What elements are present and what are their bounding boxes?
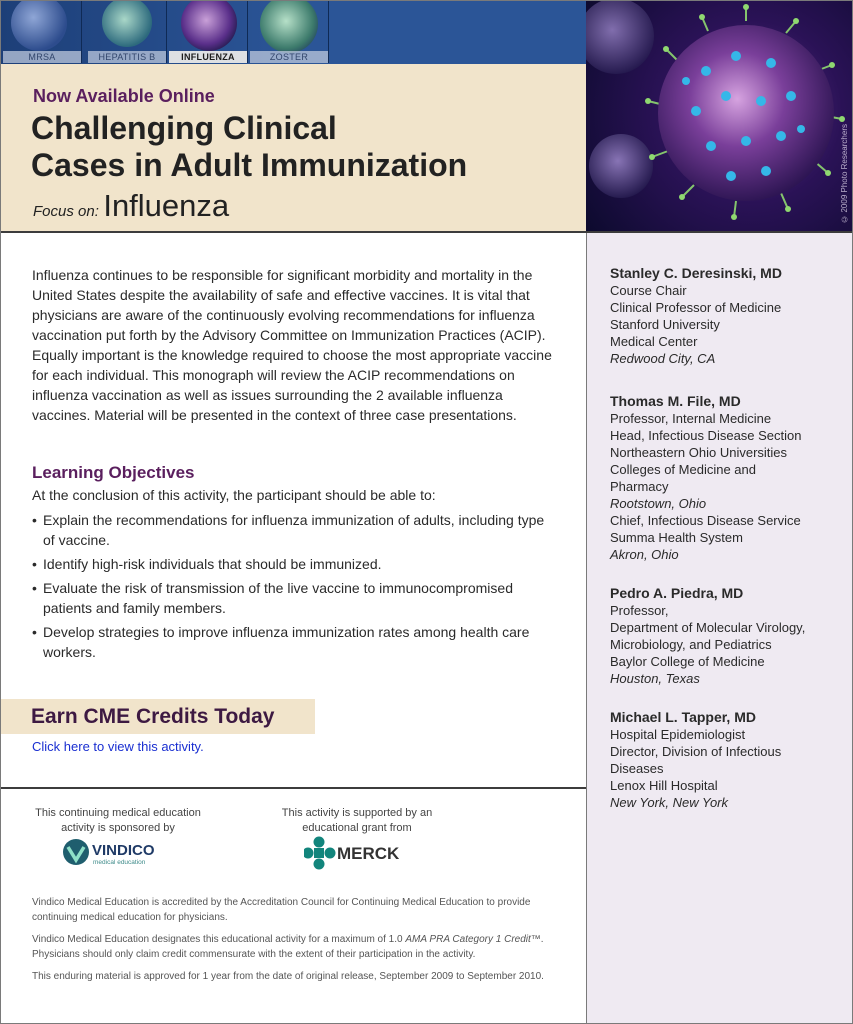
faculty-piedra	[610, 585, 805, 687]
faculty-tapper	[610, 709, 781, 811]
merck-logo	[304, 836, 410, 870]
faculty-line: Diseases	[610, 761, 664, 776]
faculty-line: Lenox Hill Hospital	[610, 778, 718, 793]
learning-objectives-list	[32, 510, 557, 666]
faculty-line: Stanford University	[610, 317, 720, 332]
vindico-tagline: medical education	[93, 859, 146, 866]
faculty-location: Redwood City, CA	[610, 351, 716, 366]
accreditation-text: Vindico Medical Education is accredited by the Accreditation Council for Continuing Medical Education to provide continuing medical education for physicians.	[32, 897, 531, 923]
learning-objectives-heading: Learning Objectives	[32, 463, 195, 482]
tab-label: ZOSTER	[250, 51, 328, 63]
grant-line: This activity is supported by an	[281, 807, 433, 819]
faculty-sidebar	[586, 233, 852, 1023]
faculty-line: Microbiology, and Pediatrics	[610, 637, 772, 652]
image-credit: © 2009 Photo Researchers	[840, 124, 849, 224]
focus-value: Influenza	[103, 188, 230, 223]
objective-text: Identify high-risk individuals that should be immunized.	[43, 556, 382, 572]
sponsor-line: activity is sponsored by	[61, 822, 175, 834]
now-available-label: Now Available Online	[33, 86, 215, 106]
faculty-line: Director, Division of Infectious	[610, 744, 782, 759]
tab-label: HEPATITIS B	[88, 51, 166, 63]
title-line-2: Cases in Adult Immunization	[31, 147, 468, 183]
mrsa-thumb-image	[11, 1, 67, 51]
vindico-logo	[60, 836, 180, 868]
grant-line: educational grant from	[302, 822, 412, 834]
sponsor-text	[28, 806, 208, 836]
list-item	[32, 554, 557, 574]
sponsor-line: This continuing medical education	[35, 807, 201, 819]
bullet-icon: •	[32, 580, 37, 596]
faculty-deresinski	[610, 265, 782, 367]
tab-influenza[interactable]	[169, 1, 248, 63]
designation-text-b: ™. Physicians should only claim credit commensurate with the extent of their participation in the activity.	[32, 934, 544, 960]
faculty-line: Head, Infectious Disease Section	[610, 428, 802, 443]
tab-label: MRSA	[3, 51, 81, 63]
bullet-icon: •	[32, 624, 37, 640]
faculty-line: Northeastern Ohio Universities	[610, 445, 788, 460]
faculty-name: Pedro A. Piedra, MD	[610, 585, 744, 601]
objective-text: Develop strategies to improve influenza immunization rates among health care workers.	[43, 624, 530, 660]
tab-mrsa[interactable]	[3, 1, 82, 63]
faculty-line: Professor, Internal Medicine	[610, 411, 772, 426]
credit-italic: AMA PRA Category 1 Credit	[405, 934, 531, 945]
faculty-location: Akron, Ohio	[610, 547, 679, 562]
title-line-1: Challenging Clinical	[31, 110, 337, 146]
cme-banner	[1, 699, 315, 734]
faculty-line: Pharmacy	[610, 479, 669, 494]
virus-hero-image	[586, 1, 852, 232]
divider	[1, 787, 586, 789]
page-title	[31, 110, 551, 184]
faculty-line: Chief, Infectious Disease Service	[610, 513, 801, 528]
approval-text: This enduring material is approved for 1 year from the date of original release, September 2009 to September 2010.	[32, 971, 544, 982]
topic-tabs-bar	[1, 1, 586, 64]
designation-text	[32, 932, 577, 962]
faculty-name: Michael L. Tapper, MD	[610, 709, 756, 725]
faculty-location: Houston, Texas	[610, 671, 700, 686]
view-activity-link[interactable]: Click here to view this activity.	[32, 739, 204, 754]
bullet-icon: •	[32, 556, 37, 572]
list-item	[32, 622, 557, 662]
bullet-icon: •	[32, 512, 37, 528]
focus-line	[33, 188, 229, 224]
faculty-name: Thomas M. File, MD	[610, 393, 741, 409]
cme-heading: Earn CME Credits Today	[31, 705, 275, 728]
faculty-line: Medical Center	[610, 334, 698, 349]
list-item	[32, 510, 557, 550]
virus-illustration	[586, 1, 852, 232]
faculty-line: Clinical Professor of Medicine	[610, 300, 782, 315]
faculty-location: Rootstown, Ohio	[610, 496, 707, 511]
faculty-line: Hospital Epidemiologist	[610, 727, 746, 742]
faculty-line: Colleges of Medicine and	[610, 462, 756, 477]
faculty-line: Baylor College of Medicine	[610, 654, 765, 669]
influenza-thumb-image	[181, 1, 237, 51]
list-item	[32, 578, 557, 618]
tab-zoster[interactable]	[250, 1, 329, 63]
faculty-line: Course Chair	[610, 283, 687, 298]
designation-text-a: Vindico Medical Education designates this educational activity for a maximum of 1.0	[32, 934, 406, 945]
faculty-location: New York, New York	[610, 795, 729, 810]
faculty-file	[610, 393, 802, 563]
objective-text: Evaluate the risk of transmission of the live vaccine to immunocompromised patients and family members.	[43, 580, 513, 616]
zoster-thumb-image	[260, 1, 318, 53]
focus-label: Focus on:	[33, 203, 99, 220]
tab-hepatitis-b[interactable]	[88, 1, 167, 63]
merck-wordmark: MERCK	[337, 844, 400, 863]
faculty-line: Department of Molecular Virology,	[610, 620, 806, 635]
header	[1, 64, 586, 232]
learning-objectives-lead: At the conclusion of this activity, the participant should be able to:	[32, 487, 436, 503]
faculty-line: Professor,	[610, 603, 669, 618]
hepatitis-b-thumb-image	[102, 1, 152, 47]
objective-text: Explain the recommendations for influenza immunization of adults, including type of vaccine.	[43, 512, 545, 548]
grant-text	[272, 806, 442, 836]
faculty-line: Summa Health System	[610, 530, 743, 545]
faculty-name: Stanley C. Deresinski, MD	[610, 265, 782, 281]
tab-label: INFLUENZA	[169, 51, 247, 63]
vindico-wordmark: VINDICO	[92, 842, 155, 859]
intro-paragraph: Influenza continues to be responsible for significant morbidity and mortality in the United States despite the availability of safe and effective vaccines. It is vital that physicians are aware of the continuously evolving recommendations for influenza vaccination put forth by the Advisory Committee on Immunization Practices (ACIP). Equally important is the knowledge required to choose the most appropriate vaccine for each individual. This monograph will review the ACIP recommendations on influenza vaccination as well as issues surrounding the 2 available influenza vaccines. Material will be presented in the context of three case presentations.	[32, 267, 552, 423]
